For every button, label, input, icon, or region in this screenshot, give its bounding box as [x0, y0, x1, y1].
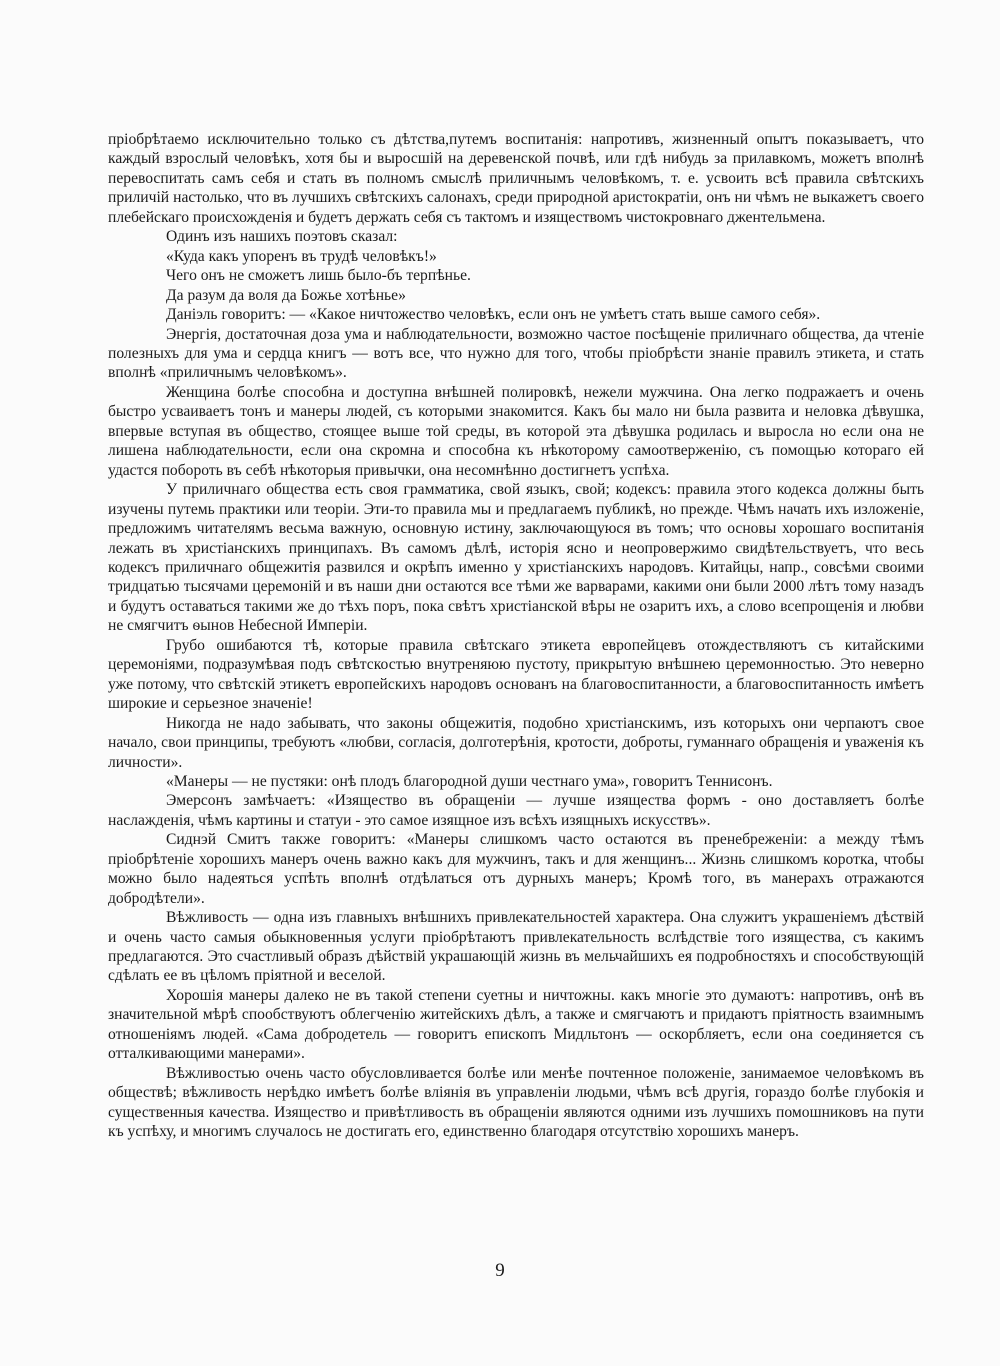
- body-text: [108, 130, 924, 1142]
- verse-line-2: Чего онъ не сможетъ лишь было-бъ терпѣнье.: [166, 267, 471, 285]
- paragraph-continuation: пріобрѣтаемо исключительно только съ дѣтства,путемъ воспитанія: напротивъ, жизненный опытъ показываетъ, что каждый взрослый человѣкъ, хотя бы и выросшій на деревенской почвѣ, или гдѣ нибудь за прилавкомъ, можетъ вполнѣ перевоспитать самъ себя и стать въ полномъ смыслѣ приличнымъ человѣкомъ, т. е. усвоить всѣ правила свѣтскихъ приличій настолько, что въ лучшихъ свѣтскихъ салонахъ, среди природной аристократіи, онъ ни чѣмъ не выкажетъ своего плебейскаго происхожденія и будетъ держать себя съ тактомъ и изяществомъ чистокровнаго джентельмена.: [108, 131, 924, 226]
- paragraph-politeness-position: Вѣжливостью очень часто обусловливается болѣе или менѣе почтенное положеніе, занимаемое человѣкомъ въ обществѣ; вѣжливость нерѣдко имѣетъ болѣе вліянія въ управленіи людьми, чѣмъ всѣ другія, гораздо болѣе глубокія и существенныя качества. Изящество и привѣтливость въ обращеніи являются одними изъ лучшихъ помошниковъ на пути къ успѣху, и многимъ случалось не достигать его, единственно благодаря отсутствію хорошихъ манеръ.: [108, 1064, 924, 1141]
- paragraph-mistake: Грубо ошибаются тѣ, которые правила свѣтскаго этикета европейцевъ отождествляютъ съ китайскими церемоніями, подразумѣвая подъ свѣтскостью внутреняюю пустоту, прикрытую внѣшнею церемонностью. Это неверно уже потому, что свѣтскій этикетъ европейскихъ народовъ основанъ на благовоспитанности, а благовоспитанность имѣетъ широкие и серьезное значеніе!: [108, 636, 924, 713]
- verse-line-3: Да разум да воля да Божье хотѣнье»: [166, 286, 406, 304]
- paragraph-emerson: Эмерсонъ замѣчаетъ: «Изящество въ обращеніи — лучше изящества формъ - оно доставляетъ болѣе наслажденія, чѣмъ картины и статуи - это самое изящное изъ всѣхъ изящныхъ искусствъ».: [108, 792, 924, 829]
- paragraph-politeness: Вѣжливость — одна изъ главныхъ внѣшнихъ привлекательностей характера. Она служитъ украшеніемъ дѣствій и очень часто самыя обыкновенныя услуги пріобрѣтаютъ привлекательность вслѣдствіе того изящества, съ какимъ предлагаются. Это счастливый образъ дѣйствій украшающій жизнь въ мельчайшихъ ея подробностяхъ и способствующій сдѣлать ее въ цѣломъ пріятной и веселой.: [108, 909, 924, 985]
- paragraph-sydney-smith: Сиднэй Смитъ также говоритъ: «Манеры слишкомъ часто остаются въ пренебреженіи: а между тѣмъ пріобрѣтеніе хорошихъ манеръ очень важно какъ для мужчинъ, такъ и для женщинъ... Жизнь слишкомъ коротка, чтобы можно было надеяться успѣть вполнѣ отдѣлаться отъ дурныхъ манеръ; Кромѣ того, въ манерахъ отражаются добродѣтели».: [108, 831, 924, 907]
- paragraph-grammar: У приличнаго общества есть своя грамматика, свой языкъ, свой; кодексъ: правила этого кодекса должны быть изучены путемь практики или теоріи. Эти-то правила мы и предлагаемъ публикѣ, но прежде. Чѣмъ начать ихъ изложеніе, предложимъ читателямъ весьма важную, основную истину, заключающуюся въ томъ; что основы хорошаго воспитанія лежать въ христіанскихъ принципахъ. Въ самомъ дѣлѣ, исторія ясно и неопровержимо свидѣтельствуетъ, что весь кодексъ приличнаго общежитія развился и окрѣпъ именно у христіанскихъ народовъ. Китайцы, напр., совсѣми своими тридцатью тысячами церемоній и въ наши дни остаются все тѣми же варварами, какими они были 2000 лѣтъ тому назадъ и будутъ оставаться такими же до тѣхъ поръ, пока свѣтъ христіанской вѣры не озаритъ ихъ, а слово всепрощенія и любви не смягчитъ ѳынов Небесной Имперіи.: [108, 481, 924, 635]
- paragraph-energy: Энергія, достаточная доза ума и наблюдательности, возможно частое посѣщеніе приличнаго общества, да чтеніе полезныхъ для ума и сердца книгъ — вотъ все, что нужно для того, чтобы пріобрѣсти знаніе правилъ этикета, и стать вполнѣ «приличнымъ человѣкомъ».: [108, 325, 924, 382]
- paragraph-laws: Никогда не надо забывать, что законы общежитія, подобно христіанскимъ, изъ которыхъ они черпаютъ свое начало, свои принципы, требуютъ «любви, согласія, долготерѣнія, кротости, доброты, гуманнаго обращенія и уваженія къ личности».: [108, 714, 924, 771]
- paragraph-daniel-quote: Даніэль говоритъ: — «Какое ничтожество человѣкъ, если онъ не умѣетъ стать выше самого себя».: [166, 306, 821, 324]
- page-number: 9: [495, 1260, 505, 1281]
- verse-line-1: «Куда какъ упоренъ въ трудѣ человѣкъ!»: [166, 247, 437, 265]
- paragraph-woman: Женщина болѣе способна и доступна внѣшней полировкѣ, нежели мужчина. Она легко подражаетъ и очень быстро усваиваетъ тонъ и манеры людей, съ которыми знакомится. Какъ бы мало ни была развита и неловка дѣвушка, впервые вступая въ общество, стоящее выше той среды, въ которой эта дѣвушка родилась и выросла но если она не лишена наблюдательности, если она скромна и способна къ нѣкоторому самоотверженію, съ помощью котораго ей удастся побороть въ себѣ нѣкоторыя привычки, она несомнѣнно достигнетъ успѣха.: [108, 383, 924, 479]
- paragraph-good-manners: Хорошія манеры далеко не въ такой степени суетны и ничтожны. какъ многіе это думаютъ: напротивъ, онѣ въ значительной мѣрѣ спообствуютъ облегченію житейскихъ дѣлъ, а также и смягчаютъ и придаютъ пріятность взаимнымъ отношеніямъ людей. «Сама добродетель — говоритъ епископъ Мидльтонъ — оскорбляетъ, если она соединяется съ отталкивающими манерами».: [108, 986, 924, 1063]
- paragraph-tennyson: «Манеры — не пустяки: онѣ плодъ благородной души честнаго ума», говоритъ Теннисонъ.: [166, 772, 773, 790]
- paragraph-poets-intro: Одинъ изъ нашихъ поэтовъ сказал:: [166, 228, 398, 246]
